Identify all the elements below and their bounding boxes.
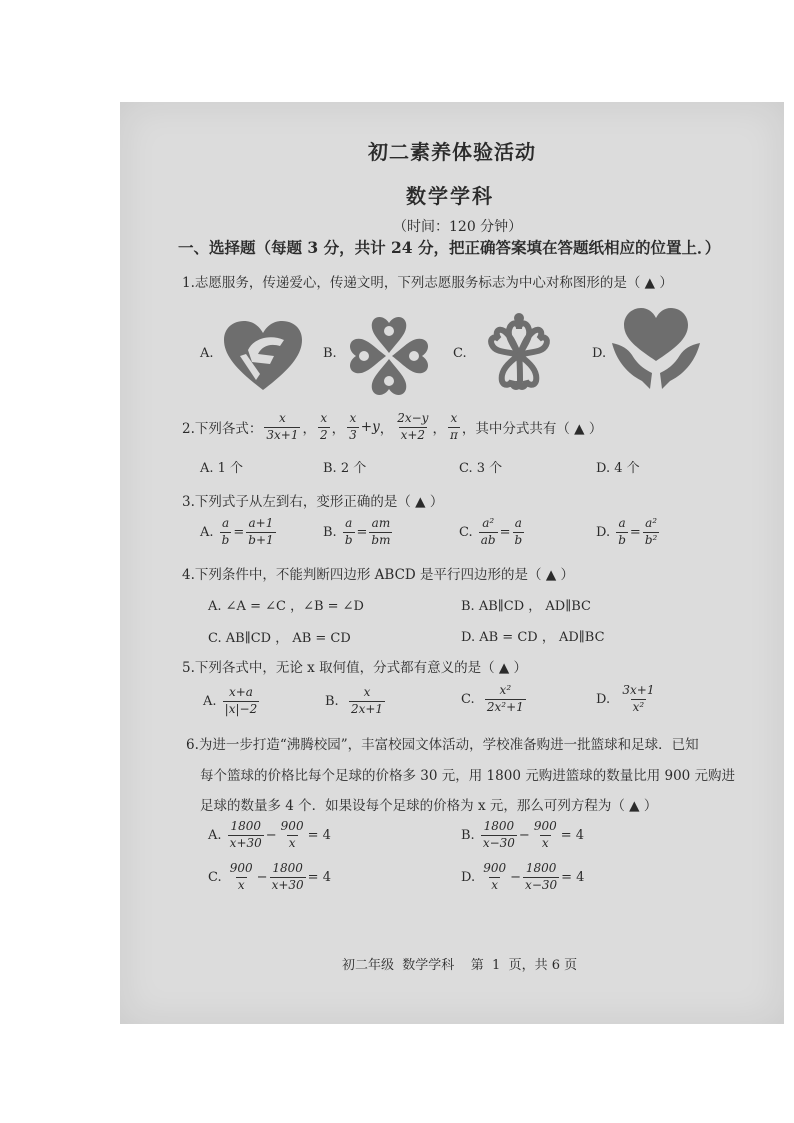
question-1-stem: 1.志愿服务，传递爱心，传递文明，下列志愿服务标志为中心对称图形的是（ ▲ ） — [182, 275, 673, 291]
question-2-stem: 2.下列各式： $\frac{x}{3x+1}$ ， $\frac{x}{2}$ ， $\frac{x}{3}$ +y ， $\frac{2x-y}{x+2}$ ， $\frac{x}{\pi}$ ，其中分式共有（ ▲ ） — [182, 411, 603, 442]
time-limit: （时间：120 分钟） — [393, 219, 523, 235]
heart-hand-icon — [218, 316, 308, 396]
subject-title: 数学学科 — [406, 184, 494, 208]
q2-fraction-2: $\frac{x}{2}$ — [319, 411, 328, 442]
q3-option-a: A. $\frac{a}{b}$ = $\frac{a+1}{b+1}$ — [200, 516, 274, 547]
page-footer: 初二年级 数学学科 第 1 页，共 6 页 — [342, 958, 578, 973]
q2-suffix: ，其中分式共有（ ▲ ） — [461, 421, 603, 438]
question-6-line-2: 每个篮球的价格比每个足球的价格多 30 元，用 1800 元购进篮球的数量比用 900 元购进 — [200, 768, 736, 784]
q2-option-b: B. 2 个 — [323, 461, 367, 476]
section-heading: 一、选择题（每题 3 分，共计 24 分，把正确答案填在答题纸相应的位置上．） — [178, 238, 721, 257]
q2-fraction-1: $\frac{x}{3x+1}$ — [266, 411, 299, 442]
question-6-line-1: 6.为进一步打造“沸腾校园”，丰富校园文体活动，学校准备购进一批篮球和足球．已知 — [186, 737, 699, 753]
q5-option-a: A. $\frac{x+a}{|x|-2}$ — [203, 685, 258, 716]
q6-option-a: A. $\frac{1800}{x+30}$ − $\frac{900}{x}$ = 4 — [208, 819, 331, 850]
q1-option-c-label: C. — [453, 346, 467, 361]
q2-fraction-3: $\frac{x}{3}$ — [349, 411, 357, 442]
flower-hearts-icon — [474, 309, 564, 401]
q1-option-b-label: B. — [323, 346, 337, 361]
question-6-line-3: 足球的数量多 4 个．如果设每个足球的价格为 x 元，那么可列方程为（ ▲ ） — [200, 798, 658, 814]
q2-option-a: A. 1 个 — [200, 461, 244, 476]
question-4-stem: 4.下列条件中，不能判断四边形 ABCD 是平行四边形的是（ ▲ ） — [182, 567, 575, 583]
heart-in-hands-icon — [610, 303, 702, 391]
q6-option-b: B. $\frac{1800}{x-30}$ − $\frac{900}{x}$ = 4 — [461, 819, 585, 850]
q5-option-c: C. $\frac{\text{x²}}{\text{2x²+1}}$ — [461, 683, 524, 714]
q5-option-d: D. $\frac{3x+1}{\text{x²}}$ — [596, 683, 655, 714]
q6-option-c: C. $\frac{900}{x}$ − $\frac{1800}{x+30}$ = 4 — [208, 861, 331, 892]
q4-option-c: C. AB∥CD ， AB = CD — [208, 631, 351, 646]
q4-option-d: D. AB = CD ， AD∥BC — [461, 630, 605, 645]
q2-fraction-4: $\frac{2x-y}{x+2}$ — [397, 411, 429, 442]
q2-option-d: D. 4 个 — [596, 461, 640, 476]
q4-option-b: B. AB∥CD ， AD∥BC — [461, 599, 591, 614]
q2-option-c: C. 3 个 — [459, 461, 503, 476]
question-3-stem: 3.下列式子从左到右，变形正确的是（ ▲ ） — [182, 494, 444, 510]
q2-prefix: 2.下列各式： — [182, 421, 263, 438]
q1-option-a-label: A. — [200, 346, 214, 361]
clover-hands-icon — [342, 311, 437, 401]
exam-title: 初二素养体验活动 — [368, 140, 536, 164]
q4-option-a: A. ∠A = ∠C ，∠B = ∠D — [208, 599, 364, 614]
q3-option-b: B. $\frac{a}{b}$ = $\frac{am}{bm}$ — [323, 516, 391, 547]
q5-option-b: B. $\frac{x}{2x+1}$ — [325, 685, 384, 716]
question-5-stem: 5.下列各式中，无论 x 取何值，分式都有意义的是（ ▲ ） — [182, 660, 528, 676]
q3-option-d: D. $\frac{a}{b}$ = $\frac{\text{a²}}{\text{b²}}$ — [596, 516, 658, 547]
q2-fraction-5: $\frac{x}{\pi}$ — [449, 411, 458, 442]
q6-option-d: D. $\frac{900}{x}$ − $\frac{1800}{x-30}$ = 4 — [461, 861, 585, 892]
q3-option-c: C. $\frac{\text{a²}}{ab}$ = $\frac{a}{b}$ — [459, 516, 523, 547]
q1-option-d-label: D. — [592, 346, 607, 361]
